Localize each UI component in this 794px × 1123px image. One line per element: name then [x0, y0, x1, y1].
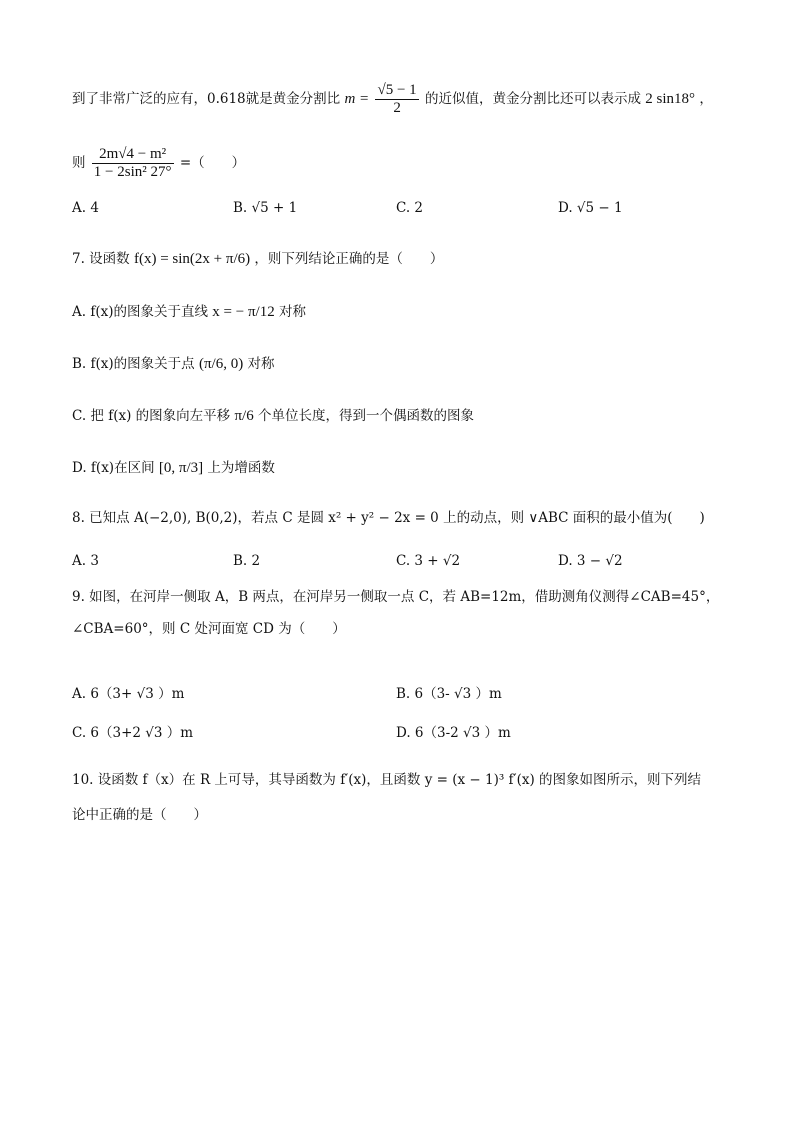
q9-line-2: ∠CBA=60°，则 C 处河面宽 CD 为（ ）: [72, 621, 346, 637]
q6-m-eq: m =: [344, 91, 370, 107]
q6-text-c: ，: [699, 91, 713, 107]
q7-d-text: D. f(x)在区间: [72, 460, 155, 476]
q8-option-a: A. 3: [72, 553, 99, 569]
q7-stem-fx: f(x) = sin(2x + π/6): [133, 251, 251, 267]
q9-option-c: C. 6（3+2 √3 ）m: [72, 725, 194, 741]
q9-option-d: D. 6（3-2 √3 ）m: [396, 725, 511, 741]
q7-b-tail: 对称: [247, 356, 275, 372]
q6-expr-tail: =（ ）: [179, 155, 246, 171]
q7-c-text: C. 把 f(x) 的图象向左平移: [72, 408, 231, 424]
q6-sin18: 2 sin18°: [645, 91, 696, 107]
q7-a-math: x = − π/12: [212, 304, 275, 320]
q7-option-a: [72, 302, 306, 322]
q7-stem-b: ，则下列结论正确的是（ ）: [254, 251, 444, 267]
q6-text-b: 的近似值，黄金分割比还可以表示成: [424, 91, 641, 107]
q10-line-2: 论中正确的是（ ）: [72, 807, 207, 823]
q6-option-d: D. √5 − 1: [558, 200, 623, 216]
q7-option-d: [72, 458, 275, 478]
q6-option-c: C. 2: [396, 200, 424, 216]
q7-option-c: [72, 406, 474, 426]
q7-a-text: A. f(x)的图象关于直线: [72, 304, 208, 320]
q6-frac-den: 2: [393, 100, 401, 116]
q9-line-1: 9. 如图，在河岸一侧取 A，B 两点，在河岸另一侧取一点 C，若 AB=12m，借助测角仪测得∠CAB=45°，: [72, 589, 720, 605]
q6-option-a: A. 4: [72, 200, 99, 216]
q7-c-tail: 个单位长度，得到一个偶函数的图象: [258, 408, 475, 424]
q8-stem: 8. 已知点 A(−2,0), B(0,2)，若点 C 是圆 x² + y² − 2x = 0 上的动点，则 ∨ABC 面积的最小值为( ): [72, 510, 705, 526]
q6-expression: [92, 146, 174, 181]
q6-text-a: 到了非常广泛的应有，0.618就是黄金分割比: [72, 91, 341, 107]
q6-golden-fraction: [375, 82, 418, 117]
q7-stem: [72, 249, 443, 269]
q7-c-math: π/6: [234, 408, 254, 424]
q7-stem-a: 7. 设函数: [72, 251, 130, 267]
q10-line-1: 10. 设函数 f（x）在 R 上可导，其导函数为 f′(x)，且函数 y = (x − 1)³ f′(x) 的图象如图所示，则下列结: [72, 772, 702, 788]
q6-ze: 则: [72, 155, 86, 171]
q7-b-text: B. f(x)的图象关于点: [72, 356, 195, 372]
q6-line-1: [72, 82, 713, 117]
q6-frac-num: √5 − 1: [377, 82, 417, 98]
q6-expr-num: 2m√4 − m²: [92, 146, 174, 164]
q8-option-d: D. 3 − √2: [558, 553, 623, 569]
q6-option-b: B. √5 + 1: [233, 200, 298, 216]
q7-option-b: [72, 354, 274, 374]
q7-a-tail: 对称: [279, 304, 306, 320]
q7-d-tail: 上为增函数: [207, 460, 275, 476]
q8-option-b: B. 2: [233, 553, 261, 569]
q7-b-math: (π/6, 0): [198, 356, 244, 372]
q9-option-a: A. 6（3+ √3 ）m: [72, 686, 185, 702]
q8-option-c: C. 3 + √2: [396, 553, 461, 569]
q6-expr-den: 1 − 2sin² 27°: [93, 164, 172, 180]
q6-line-2: [72, 146, 245, 181]
q9-option-b: B. 6（3- √3 ）m: [396, 686, 502, 702]
q7-d-math: [0, π/3]: [158, 460, 204, 476]
